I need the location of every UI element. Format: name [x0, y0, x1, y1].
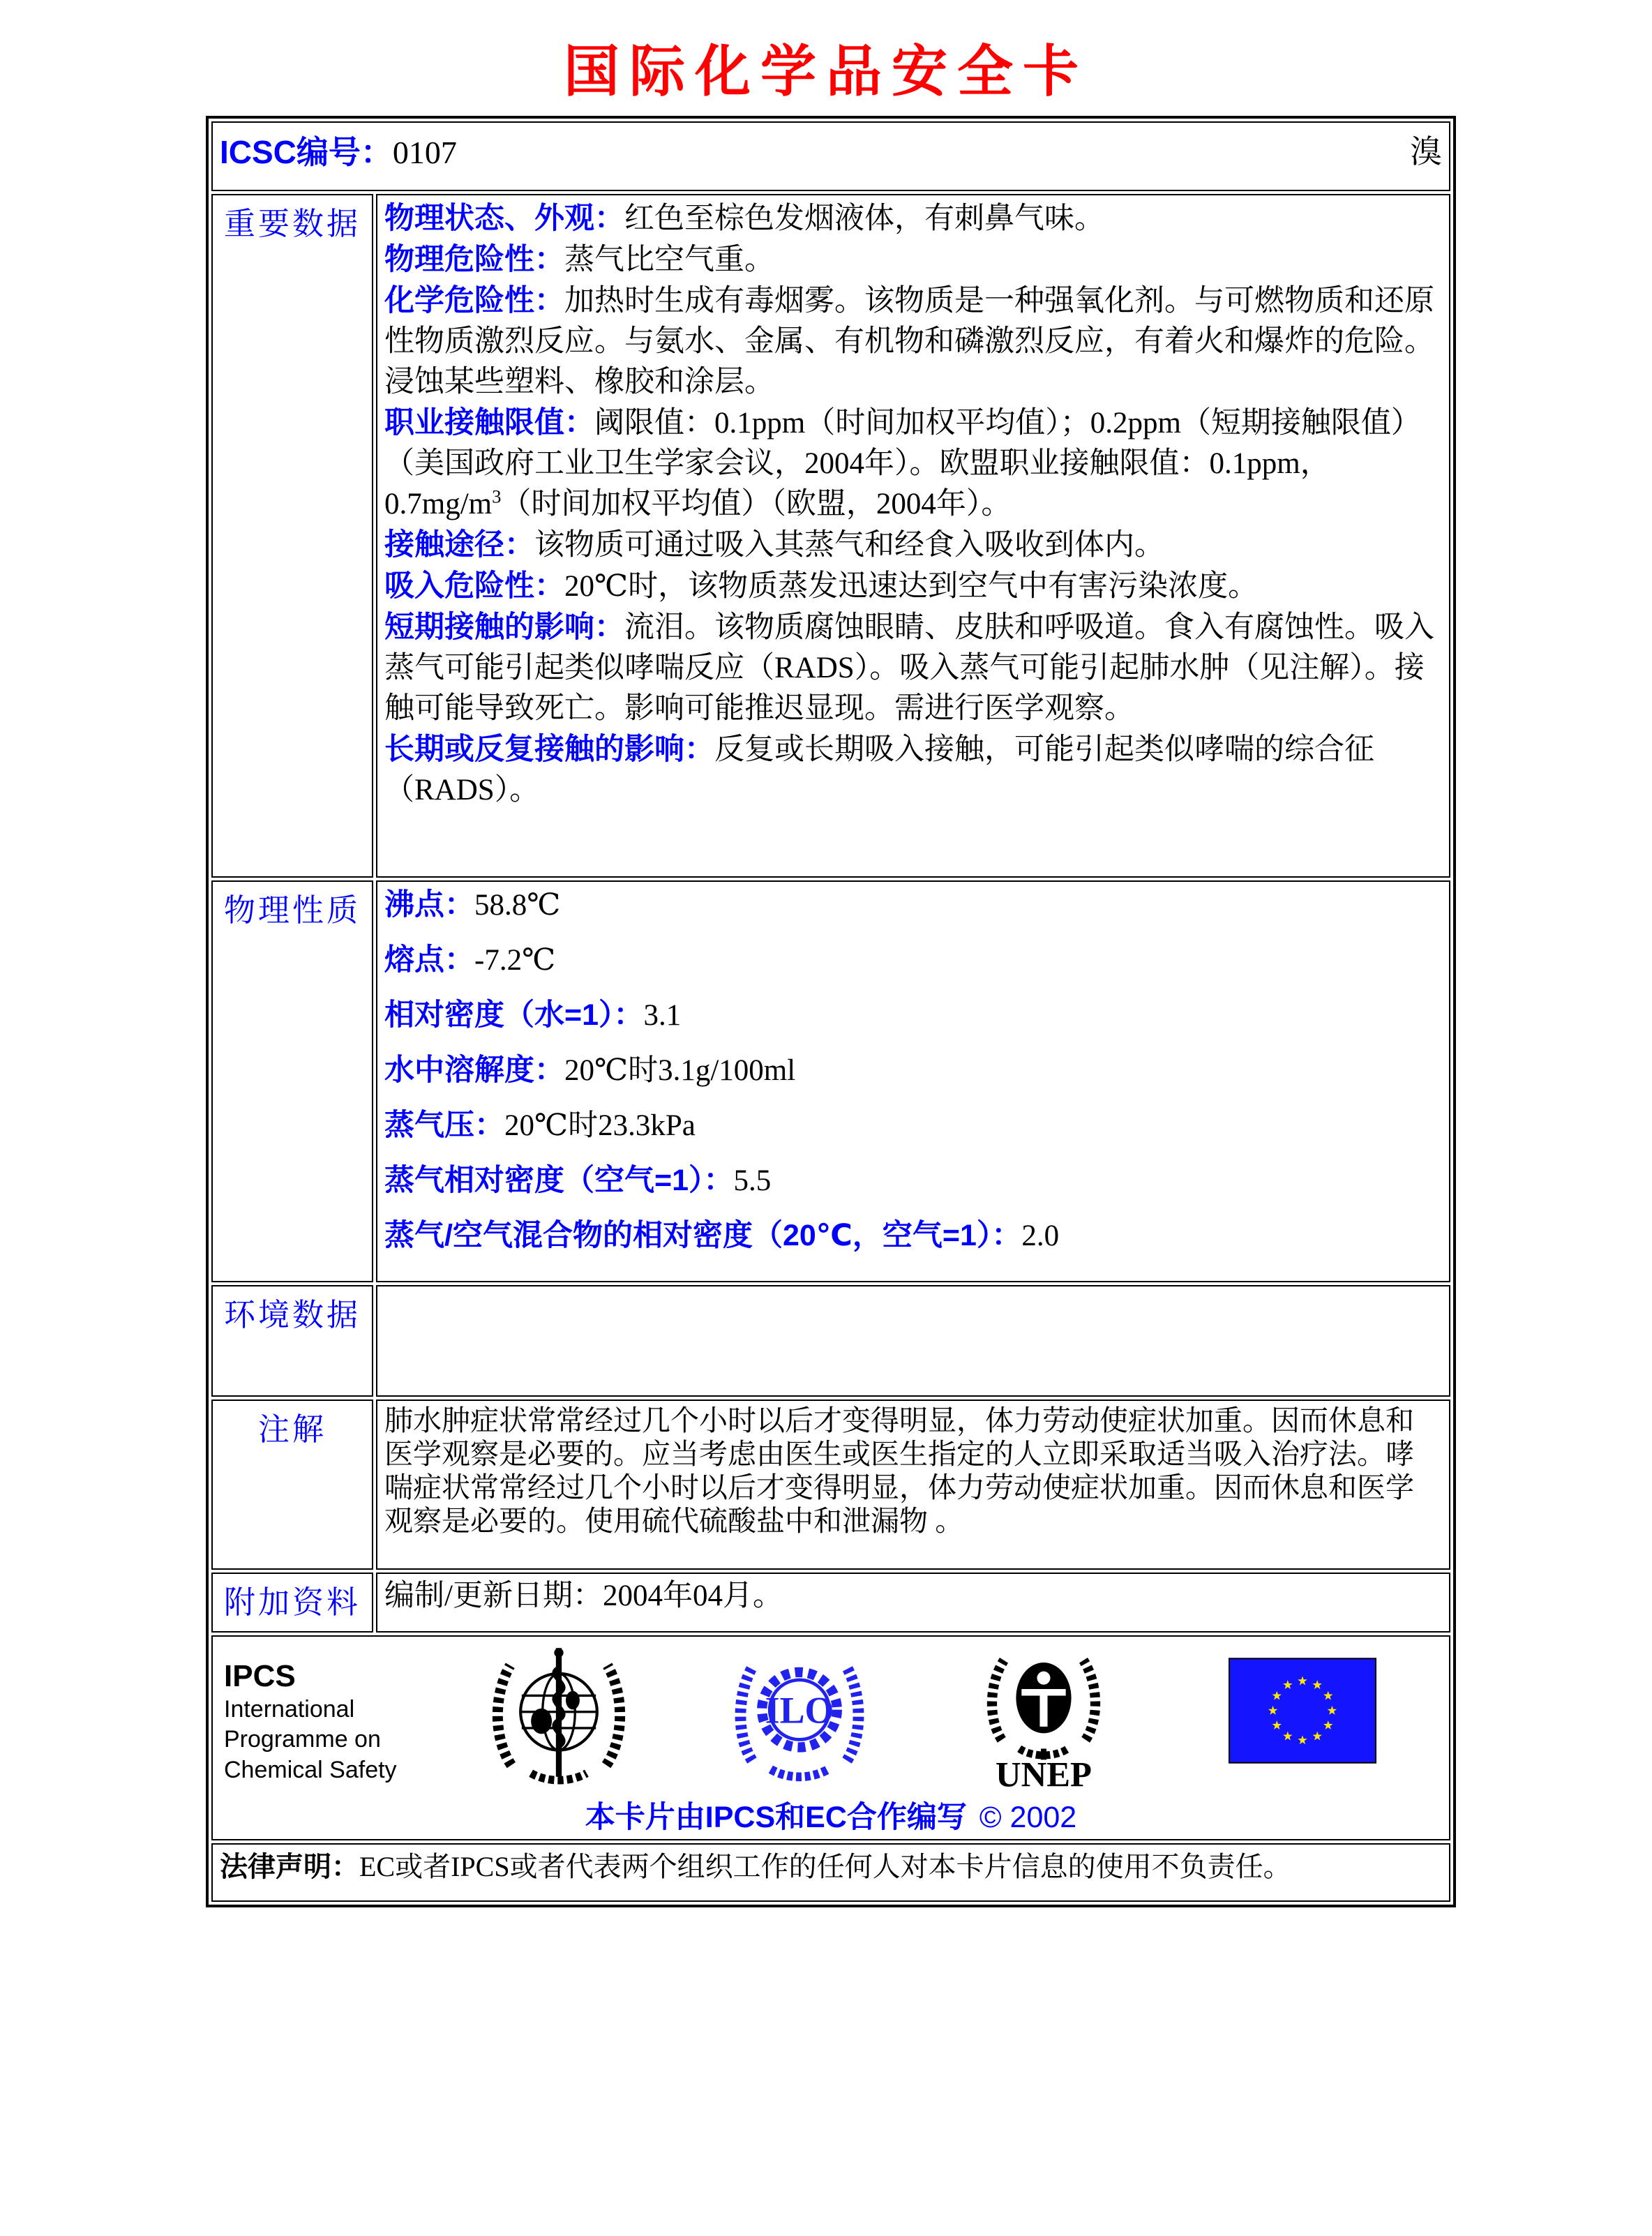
ipcs-line-2: Programme on [224, 1726, 381, 1753]
data-entry: 长期或反复接触的影响：反复或长期吸入接触，可能引起类似哮喘的综合征（RADS）。 [384, 733, 1374, 806]
legal-notice-label: 法律声明： [220, 1852, 359, 1882]
legal-notice-cell [211, 1843, 1450, 1902]
caption-text: 本卡片由IPCS和EC合作编写 [585, 1801, 967, 1834]
row-label-physical-properties: 物理性质 [211, 880, 373, 1282]
data-entry: 物理状态、外观：红色至棕色发烟液体，有刺鼻气味。 [384, 202, 1104, 235]
ipcs-acronym: IPCS [224, 1659, 296, 1693]
cooperation-caption [220, 1794, 1442, 1836]
ipcs-text-block [224, 1659, 433, 1785]
row-label-additional-info: 附加资料 [211, 1573, 373, 1633]
important-data-content [376, 194, 1450, 878]
page-title: 国际化学品安全卡 [564, 42, 1088, 103]
data-entry: 物理危险性：蒸气比空气重。 [384, 243, 774, 276]
copyright-text: © 2002 [979, 1801, 1077, 1834]
ilo-logo-icon [733, 1642, 866, 1789]
header-cell [211, 121, 1450, 191]
table-row-additional-info [211, 1573, 1450, 1633]
data-entry: 水中溶解度：20℃时3.1g/100ml [384, 1053, 796, 1087]
table-row-important-data [211, 194, 1450, 878]
icsc-table [206, 116, 1456, 1907]
substance-name: 溴 [1410, 134, 1442, 170]
ipcs-line-3: Chemical Safety [224, 1756, 397, 1783]
data-entry: 吸入危险性：20℃时，该物质蒸发迅速达到空气中有害污染浓度。 [384, 569, 1259, 603]
data-entry: 蒸气/空气混合物的相对密度（20℃，空气=1）：2.0 [384, 1219, 1060, 1252]
unep-logo-icon [977, 1642, 1110, 1792]
data-entry: 化学危险性：加热时生成有毒烟雾。该物质是一种强氧化剂。与可燃物质和还原性物质激烈反应。与氨水、金属、有机物和磷激烈反应，有着火和爆炸的危险。浸蚀某些塑料、橡胶和涂层。 [384, 284, 1434, 398]
ipcs-line-1: International [224, 1695, 355, 1723]
row-label-notes: 注解 [211, 1400, 373, 1570]
unep-logo-text: UNEP [996, 1755, 1092, 1789]
data-entry: 熔点：-7.2℃ [384, 943, 556, 977]
ilo-logo-text: ILO [765, 1689, 834, 1732]
legal-notice-text: EC或者IPCS或者代表两个组织工作的任何人对本卡片信息的使用不负责任。 [359, 1851, 1291, 1882]
who-logo-icon [489, 1642, 629, 1789]
icsc-number-label: ICSC编号： [220, 134, 393, 170]
data-entry: 沸点：58.8℃ [384, 888, 561, 922]
icsc-number-value: 0107 [392, 135, 457, 170]
eu-flag-icon [1229, 1658, 1376, 1767]
data-entry: 接触途径：该物质可通过吸入其蒸气和经食入吸收到体内。 [384, 528, 1164, 562]
row-label-important-data: 重要数据 [211, 194, 373, 878]
data-entry: 蒸气压：20℃时23.3kPa [384, 1109, 696, 1142]
data-entry: 短期接触的影响：流泪。该物质腐蚀眼睛、皮肤和呼吸道。食入有腐蚀性。吸入蒸气可能引起类似哮喘反应（RADS）。吸入蒸气可能引起肺水肿（见注解）。接触可能导致死亡。影响可能推迟显现。需进行医学观察。 [384, 610, 1434, 725]
table-row-logos [211, 1635, 1450, 1840]
data-entry: 相对密度（水=1）：3.1 [384, 998, 682, 1032]
table-row-physical-properties [211, 880, 1450, 1282]
data-entry: 蒸气相对密度（空气=1）：5.5 [384, 1164, 772, 1197]
table-row-notes [211, 1400, 1450, 1570]
icsc-number-group [220, 130, 457, 175]
table-row-legal-notice [211, 1843, 1450, 1902]
table-row-header [211, 121, 1450, 191]
row-label-environmental-data: 环境数据 [211, 1285, 373, 1397]
logos-cell [211, 1635, 1450, 1840]
data-entry: 职业接触限值：阈限值：0.1ppm（时间加权平均值）；0.2ppm（短期接触限值）（美国政府工业卫生学家会议，2004年）。欧盟职业接触限值：0.1ppm，$0.7mg/m^3$（时间加权平均值）（欧盟，2004年）。 [384, 406, 1421, 520]
environmental-data-content [376, 1285, 1450, 1397]
additional-info-content: 编制/更新日期：2004年04月。 [376, 1573, 1450, 1633]
table-row-environmental-data [211, 1285, 1450, 1397]
physical-properties-content [376, 880, 1450, 1282]
notes-content: 肺水肿症状常常经过几个小时以后才变得明显，体力劳动使症状加重。因而休息和医学观察是必要的。应当考虑由医生或医生指定的人立即采取适当吸入治疗法。哮喘症状常常经过几个小时以后才变得明显，体力劳动使症状加重。因而休息和医学观察是必要的。使用硫代硫酸盐中和泄漏物 。 [376, 1400, 1450, 1570]
